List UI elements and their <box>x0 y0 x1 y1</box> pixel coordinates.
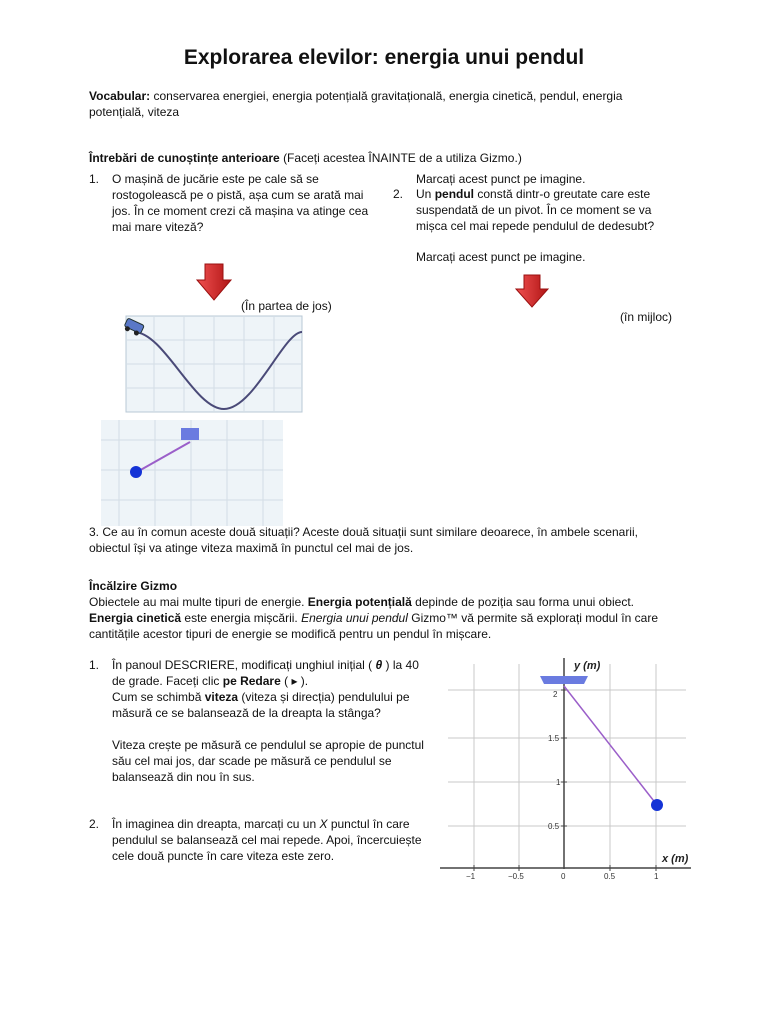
x-tick-label: −1 <box>466 872 476 881</box>
q2-text: Un pendul constă dintr-o greutate care este suspendată de un pivot. În ce moment se va mișca cel mai repede pendulul de dedesubt? <box>416 187 655 233</box>
pendulum-image <box>101 420 283 526</box>
x-tick-label: 0 <box>561 872 566 881</box>
q2-number: 2. <box>393 187 404 201</box>
y-tick-label: 1 <box>556 778 561 787</box>
q2-mark-instruction: Marcați acest punct pe imagine. <box>416 250 586 264</box>
vocabulary <box>89 88 669 120</box>
answer-1: (În partea de jos) <box>241 299 332 313</box>
vocabulary-label: Vocabular: <box>89 89 151 103</box>
y-axis-label: y (m) <box>574 660 601 672</box>
red-arrow-down-icon <box>195 262 233 302</box>
q1-text: O mașină de jucărie este pe cale să se rostogolească pe o pistă, așa cum se arată mai jos. În ce moment crezi că mașina va atinge cea mai mare viteză? <box>112 172 369 234</box>
y-tick-label: 1.5 <box>548 734 560 743</box>
warmup-intro: Obiectele au mai multe tipuri de energie. Energia potențială depinde de poziția sau forma unui obiect. Energia cinetică este energia mișcării. Energia unui pendul Gizmo™ vă permite să explorați modul în care cantitățile acestor tipuri de energie se modifică pentru un pendul în mișcare. <box>89 595 658 641</box>
q3-text: 3. Ce au în comun aceste două situații? Aceste două situații sunt similare deoarece, în ambele scenarii, obiectul își va atinge viteza maximă în punctul cel mai de jos. <box>89 525 638 555</box>
step1-answer: Viteza crește pe măsură ce pendulul se apropie de punctul său cel mai jos, dar scade pe măsură ce pendulul se balansează din nou în sus. <box>112 738 424 784</box>
answer-2: (în mijloc) <box>620 310 673 324</box>
x-tick-label: 1 <box>654 872 659 881</box>
step2-text: În imaginea din dreapta, marcați cu un X punctul în care pendulul se balansează cel mai repede. Apoi, încercuiește cele două puncte în care viteza este zero. <box>112 817 422 863</box>
pendulum-graph <box>436 654 696 884</box>
pendulum-bob <box>130 466 142 478</box>
warmup-heading: Încălzire Gizmo <box>89 579 178 593</box>
prior-heading: Întrebări de cunoștințe anterioare <box>89 151 280 165</box>
step1-text: În panoul DESCRIERE, modificați unghiul inițial ( θ ) la 40 de grade. Faceți clic pe Redare ( ▸ ). Cum se schimbă viteza (viteza și direcția) pendulului pe măsură ce se balansează de la dreapta la stânga? <box>112 658 419 720</box>
q2-bold: pendul <box>434 187 475 201</box>
step2-number: 2. <box>89 817 100 831</box>
toy-car-track-image <box>124 314 304 414</box>
step1-number: 1. <box>89 658 100 672</box>
prior-heading-line <box>89 150 709 166</box>
y-tick-label: 0.5 <box>548 822 560 831</box>
x-tick-label: 0.5 <box>604 872 616 881</box>
pendulum-bob <box>651 799 663 811</box>
prior-note: (Faceți acestea ÎNAINTE de a utiliza Gizmo.) <box>283 151 522 165</box>
q1-number: 1. <box>89 172 100 186</box>
pivot-bar <box>540 676 588 684</box>
pivot-block <box>181 428 199 440</box>
page-title: Explorarea elevilor: energia unui pendul <box>183 46 585 69</box>
q1-mark-instruction: Marcați acest punct pe imagine. <box>416 172 586 186</box>
vocabulary-text: conservarea energiei, energia potențială gravitațională, energia cinetică, pendul, energia potențială, viteza <box>89 89 623 119</box>
red-arrow-down-icon <box>514 273 550 309</box>
x-axis-label: x (m) <box>662 853 689 865</box>
x-tick-label: −0.5 <box>508 872 524 881</box>
y-tick-label: 2 <box>553 690 558 699</box>
